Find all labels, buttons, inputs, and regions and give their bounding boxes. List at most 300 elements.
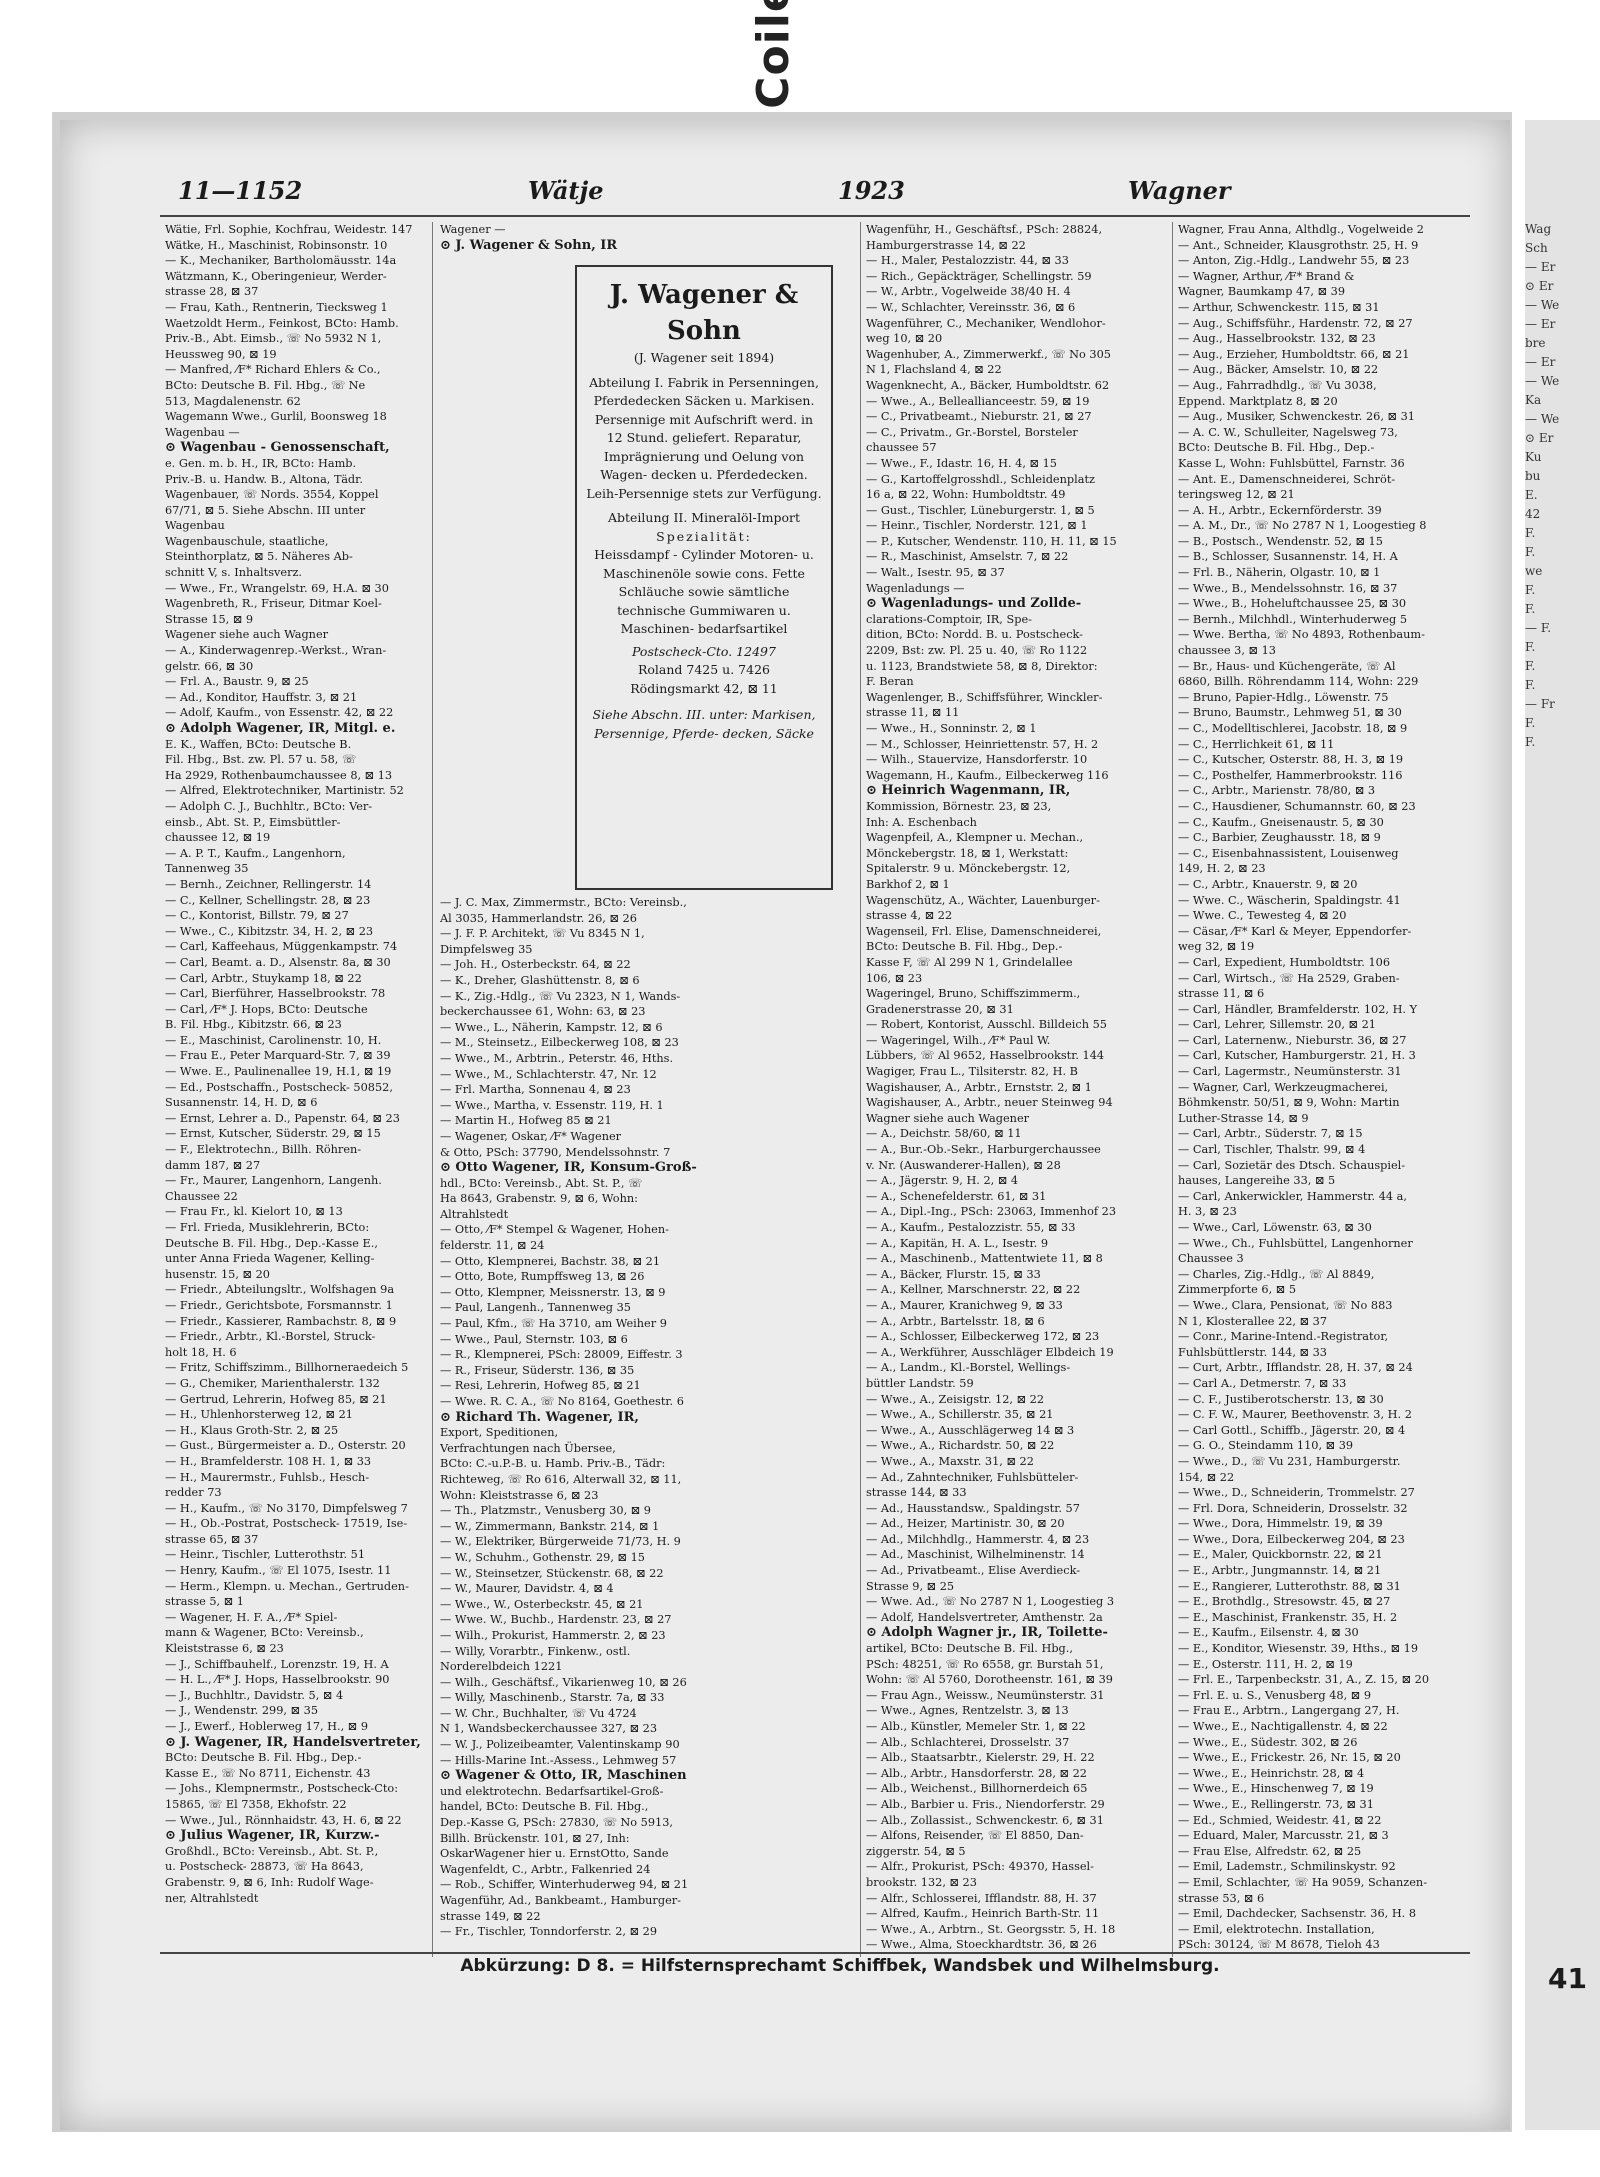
directory-entry: Tannenweg 35 [165, 862, 249, 876]
directory-entry: — Frau E., Peter Marquard-Str. 7, ⊠ 39 [165, 1049, 391, 1063]
directory-entry: — E., Maschinist, Carolinenstr. 10, H. [165, 1033, 382, 1047]
directory-entry: — Alb., Weichenst., Billhornerdeich 65 [866, 1782, 1088, 1796]
directory-entry: — Fr., Tischler, Tonndorferstr. 2, ⊠ 29 [440, 1925, 658, 1939]
directory-entry: — Ad., Zahntechniker, Fuhlsbütteler- [866, 1470, 1079, 1484]
directory-entry: Wagenbreth, R., Friseur, Ditmar Koel- [165, 597, 382, 611]
directory-entry: — Wwe., Dora, Himmelstr. 19, ⊠ 39 [1178, 1517, 1383, 1531]
directory-entry: ⊙ Adolph Wagner jr., IR, Toilette- [866, 1625, 1108, 1641]
directory-entry: — Wwe., E., Hinschenweg 7, ⊠ 19 [1178, 1782, 1374, 1796]
directory-entry: — M., Steinsetz., Eilbeckerweg 108, ⊠ 23 [440, 1036, 679, 1050]
directory-entry: Deutsche B. Fil. Hbg., Dep.-Kasse E., [165, 1236, 378, 1250]
directory-entry: und elektrotechn. Bedarfsartikel-Groß- [440, 1784, 664, 1798]
directory-entry: Barkhof 2, ⊠ 1 [866, 877, 950, 891]
directory-entry: — Aug., Musiker, Schwenckestr. 26, ⊠ 31 [1178, 410, 1415, 424]
directory-entry: Eppend. Marktplatz 8, ⊠ 20 [1178, 394, 1338, 408]
directory-entry: strasse 28, ⊠ 37 [165, 285, 259, 299]
directory-entry: Waetzoldt Herm., Feinkost, BCto: Hamb. [165, 316, 399, 330]
directory-entry: — Frau Else, Alfredstr. 62, ⊠ 25 [1178, 1844, 1362, 1858]
directory-entry: — Wwe., Carl, Löwenstr. 63, ⊠ 30 [1178, 1221, 1372, 1234]
directory-entry: Heussweg 90, ⊠ 19 [165, 347, 277, 361]
directory-entry: redder 73 [165, 1486, 222, 1500]
directory-entry: Wagenbauer, ☏ Nords. 3554, Koppel [165, 488, 379, 502]
directory-entry: — Bernh., Zeichner, Rellingerstr. 14 [165, 877, 372, 891]
directory-entry: N 1, Flachsland 4, ⊠ 22 [866, 363, 1002, 377]
directory-entry: — Ad., Maschinist, Wilhelminenstr. 14 [866, 1548, 1085, 1562]
directory-entry: — Carl, ⁄F* J. Hops, BCto: Deutsche [165, 1002, 368, 1016]
edge-fragment: — We [1525, 298, 1560, 312]
directory-entry: Fil. Hbg., Bst. zw. Pl. 57 u. 58, ☏ [165, 753, 357, 767]
directory-entry: — Carl, Arbtr., Stuykamp 18, ⊠ 22 [165, 971, 362, 985]
directory-entry: — Aug., Fahrradhdlg., ☏ Vu 3038, [1178, 378, 1377, 392]
directory-entry: — A. H., Arbtr., Eckernförderstr. 39 [1178, 503, 1382, 517]
directory-entry: Wagenbauschule, staatliche, [165, 534, 329, 548]
directory-entry: — Alb., Zollassist., Schwenckestr. 6, ⊠ 31 [866, 1813, 1104, 1827]
directory-entry: — Frl. Dora, Schneiderin, Drosselstr. 32 [1178, 1501, 1408, 1515]
directory-entry: B. Fil. Hbg., Kibitzstr. 66, ⊠ 23 [165, 1018, 342, 1032]
directory-entry: — Wwe., A., Maxstr. 31, ⊠ 22 [866, 1454, 1034, 1468]
directory-entry: — B., Postsch., Wendenstr. 52, ⊠ 15 [1178, 534, 1383, 548]
directory-entry: — Friedr., Abteilungsltr., Wolfshagen 9a [165, 1283, 395, 1297]
directory-entry: — Wwe., Jul., Rönnhaidstr. 43, H. 6, ⊠ 22 [165, 1813, 402, 1827]
directory-entry: — Carl, Sozietär des Dtsch. Schauspiel- [1178, 1158, 1406, 1172]
directory-entry: Wagner, Frau Anna, Althdlg., Vogelweide 2 [1178, 223, 1424, 236]
directory-entry: — Wwe., A., Ausschlägerweg 14 ⊠ 3 [866, 1423, 1075, 1437]
directory-entry: — Ed., Postschaffn., Postscheck- 50852, [165, 1080, 393, 1094]
directory-entry: — E., Arbtr., Jungmannstr. 14, ⊠ 21 [1178, 1564, 1382, 1578]
directory-entry: — Charles, Zig.-Hdlg., ☏ Al 8849, [1178, 1267, 1375, 1281]
directory-entry: Priv.-B. u. Handw. B., Altona, Tädr. [165, 472, 363, 486]
directory-entry: — Herm., Klempn. u. Mechan., Gertruden- [165, 1579, 409, 1593]
directory-entry: — Paul, Langenh., Tannenweg 35 [440, 1301, 631, 1315]
directory-entry: — Wwe. Bertha, ☏ No 4893, Rothenbaum- [1178, 628, 1425, 642]
directory-entry: — R., Maschinist, Amselstr. 7, ⊠ 22 [866, 550, 1069, 564]
directory-entry: Strasse 9, ⊠ 25 [866, 1579, 955, 1593]
directory-entry: Wagiger, Frau L., Tilsiterstr. 82, H. B [866, 1065, 1078, 1079]
directory-entry: — Br., Haus- und Küchengeräte, ☏ Al [1178, 659, 1396, 673]
directory-entry: — E., Maler, Quickbornstr. 22, ⊠ 21 [1178, 1548, 1383, 1562]
directory-entry: — Wagner, Carl, Werkzeugmacherei, [1178, 1080, 1389, 1094]
directory-entry: — W., Elektriker, Bürgerweide 71/73, H. 9 [440, 1535, 681, 1549]
directory-entry: — Cäsar, ⁄F* Karl & Meyer, Eppendorfer- [1178, 924, 1412, 938]
directory-entry: — Alb., Barbier u. Fris., Niendorferstr. 29 [866, 1797, 1105, 1811]
edge-fragment: bu [1525, 469, 1541, 483]
directory-entry: — Ed., Schmied, Weidestr. 41, ⊠ 22 [1178, 1813, 1382, 1827]
directory-entry: — E., Konditor, Wiesenstr. 39, Hths., ⊠ 19 [1178, 1642, 1419, 1656]
directory-entry: — H., Uhlenhorsterweg 12, ⊠ 21 [165, 1408, 353, 1422]
directory-entry: — Carl, Arbtr., Süderstr. 7, ⊠ 15 [1178, 1127, 1363, 1141]
directory-entry: — Frl. E. u. S., Venusberg 48, ⊠ 9 [1178, 1688, 1372, 1702]
directory-entry: — C. F., Justiberotscherstr. 13, ⊠ 30 [1178, 1392, 1384, 1406]
directory-entry: — Friedr., Kassierer, Rambachstr. 8, ⊠ 9 [165, 1314, 397, 1328]
edge-fragment: ⊙ Er [1525, 431, 1554, 445]
edge-fragment: — F. [1525, 621, 1552, 635]
directory-entry: & Otto, PSch: 37790, Mendelssohnstr. 7 [440, 1145, 671, 1159]
directory-entry: — C., Privatm., Gr.-Borstel, Borsteler [866, 425, 1078, 439]
directory-entry: — Ad., Privatbeamt., Elise Averdieck- [866, 1564, 1081, 1578]
directory-entry: — Wwe., A., Zeisigstr. 12, ⊠ 22 [866, 1392, 1045, 1406]
directory-entry: mann & Wagener, BCto: Vereinsb., [165, 1626, 364, 1640]
directory-entry: 106, ⊠ 23 [866, 971, 923, 985]
footer-rule [160, 1952, 1470, 1954]
directory-entry: — Hills-Marine Int.-Assess., Lehmweg 57 [440, 1753, 677, 1767]
directory-entry: ⊙ Heinrich Wagenmann, IR, [866, 783, 1071, 799]
directory-entry: Wagenfeldt, C., Arbtr., Falkenried 24 [440, 1862, 651, 1876]
column-2 [440, 895, 702, 1955]
directory-entry: — Ernst, Kutscher, Süderstr. 29, ⊠ 15 [165, 1127, 381, 1141]
directory-entry: — Alb., Künstler, Memeler Str. 1, ⊠ 22 [866, 1720, 1086, 1733]
directory-entry: ⊙ Julius Wagener, IR, Kurzw.- [165, 1828, 380, 1844]
directory-entry: Fuhlsbüttlerstr. 144, ⊠ 33 [1178, 1345, 1327, 1359]
directory-entry: e. Gen. m. b. H., IR, BCto: Hamb. [165, 456, 357, 470]
ad-department-2: Abteilung II. Mineralöl-Import [607, 510, 801, 525]
directory-entry: — Wwe., E., Südestr. 302, ⊠ 26 [1178, 1735, 1358, 1749]
directory-entry: u. 1123, Brandstwiete 58, ⊠ 8, Direktor: [866, 659, 1098, 673]
page-footer: Abkürzung: D 8. = Hilfsternsprechamt Schiffbek, Wandsbek und Wilhelmsburg. [460, 1956, 1220, 1976]
directory-entry: ⊙ Wagener & Otto, IR, Maschinen [440, 1768, 687, 1784]
directory-entry: Kasse F, ☏ Al 299 N 1, Grindelallee [866, 955, 1073, 969]
directory-entry: — Wwe. C., Tewesteg 4, ⊠ 20 [1178, 909, 1347, 923]
directory-entry: — A., Kellner, Marschnerstr. 22, ⊠ 22 [866, 1283, 1081, 1297]
directory-entry: — Wwe., E., Heinrichstr. 28, ⊠ 4 [1178, 1766, 1365, 1780]
directory-entry: — Wwe., E., Rellingerstr. 73, ⊠ 31 [1178, 1797, 1374, 1811]
directory-entry: — H., Kaufm., ☏ No 3170, Dimpfelsweg 7 [165, 1501, 408, 1515]
directory-entry: — Carl, Lehrer, Sillemstr. 20, ⊠ 21 [1178, 1018, 1376, 1032]
directory-entry: — C., Kontorist, Billstr. 79, ⊠ 27 [165, 909, 349, 923]
directory-entry: ⊙ Otto Wagener, IR, Konsum-Groß- [440, 1160, 697, 1176]
edge-fragment: F. [1525, 545, 1536, 559]
directory-entry: — Frl. B., Näherin, Olgastr. 10, ⊠ 1 [1178, 566, 1381, 580]
next-page-edge [1525, 120, 1600, 2130]
directory-entry: — K., Dreher, Glashüttenstr. 8, ⊠ 6 [440, 973, 640, 987]
directory-entry: — A., Maurer, Kranichweg 9, ⊠ 33 [866, 1298, 1063, 1312]
directory-entry: — Wwe., Fr., Wrangelstr. 69, H.A. ⊠ 30 [165, 581, 389, 595]
column-1 [165, 222, 427, 1957]
directory-entry: — Frl. A., Baustr. 9, ⊠ 25 [165, 675, 309, 689]
directory-entry: Dep.-Kasse G, PSch: 27830, ☏ No 5913, [440, 1816, 674, 1830]
ad-address: Rödingsmarkt 42, ⊠ 11 [630, 680, 778, 696]
directory-entry: — A., Werkführer, Ausschläger Elbdeich 19 [866, 1345, 1114, 1359]
ad-phone: Roland 7425 u. 7426 [637, 662, 770, 677]
directory-entry: Wagenführ, H., Geschäftsf., PSch: 28824, [866, 223, 1103, 236]
directory-entry: — Aug., Hasselbrookstr. 132, ⊠ 23 [1178, 332, 1376, 346]
directory-entry: — E., Maschinist, Frankenstr. 35, H. 2 [1178, 1610, 1398, 1624]
directory-entry: felderstr. 11, ⊠ 24 [440, 1239, 545, 1253]
directory-entry: Lübbers, ☏ Al 9652, Hasselbrookstr. 144 [866, 1049, 1105, 1063]
directory-entry: — R., Klempnerei, PSch: 28009, Eiffestr. 3 [440, 1348, 683, 1362]
directory-entry: unter Anna Frieda Wagener, Kelling- [165, 1252, 375, 1266]
directory-entry: weg 10, ⊠ 20 [866, 332, 943, 346]
directory-entry: — C., Arbtr., Knauerstr. 9, ⊠ 20 [1178, 877, 1358, 891]
directory-entry: — Wwe., A., Richardstr. 50, ⊠ 22 [866, 1439, 1055, 1453]
directory-entry: — K., Mechaniker, Bartholomäusstr. 14a [165, 254, 397, 268]
directory-entry: Richteweg, ☏ Ro 616, Alterwall 32, ⊠ 11, [440, 1472, 682, 1486]
directory-entry: strasse 4, ⊠ 22 [866, 909, 953, 923]
directory-entry: — A., Kapitän, H. A. L., Isestr. 9 [866, 1236, 1049, 1250]
directory-entry: — A. C. W., Schulleiter, Nagelsweg 73, [1178, 425, 1398, 439]
directory-entry: Wageringel, Bruno, Schiffszimmerm., [866, 987, 1081, 1001]
directory-entry: — Gertrud, Lehrerin, Hofweg 85, ⊠ 21 [165, 1392, 387, 1406]
directory-entry: — Wwe., M., Schlachterstr. 47, Nr. 12 [440, 1067, 657, 1081]
directory-entry: — Resi, Lehrerin, Hofweg 85, ⊠ 21 [440, 1379, 641, 1393]
directory-entry: — H., Maler, Pestalozzistr. 44, ⊠ 33 [866, 254, 1069, 268]
directory-entry: — W., Zimmermann, Bankstr. 214, ⊠ 1 [440, 1519, 660, 1533]
directory-entry: — Conr., Marine-Intend.-Registrator, [1178, 1330, 1389, 1344]
directory-entry: holt 18, H. 6 [165, 1345, 237, 1359]
directory-entry: — Wilh., Stauervize, Hansdorferstr. 10 [866, 753, 1088, 767]
directory-entry: — W., Schuhm., Gothenstr. 29, ⊠ 15 [440, 1550, 645, 1564]
directory-entry: 149, H. 2, ⊠ 23 [1178, 862, 1266, 876]
directory-entry: strasse 144, ⊠ 33 [866, 1486, 967, 1500]
directory-entry: — Fritz, Schiffszimm., Billhorneraedeich 5 [165, 1361, 409, 1375]
edge-fragment: — Er [1525, 260, 1556, 274]
directory-entry: 16 a, ⊠ 22, Wohn: Humboldtstr. 49 [866, 488, 1066, 502]
directory-entry: clarations-Comptoir, IR, Spe- [866, 612, 1032, 626]
directory-entry: — Wwe., W., Osterbeckstr. 45, ⊠ 21 [440, 1597, 644, 1611]
directory-entry: — Wwe., D., ☏ Vu 231, Hamburgerstr. [1178, 1454, 1401, 1468]
directory-entry: Chaussee 22 [165, 1189, 238, 1203]
directory-entry: — A., Schlosser, Eilbeckerweg 172, ⊠ 23 [866, 1330, 1100, 1344]
directory-entry: Wagenbau [165, 519, 225, 533]
directory-entry: — Friedr., Arbtr., Kl.-Borstel, Struck- [165, 1330, 376, 1344]
advertisement-wagener-sohn [575, 265, 833, 890]
directory-entry: — H., Klaus Groth-Str. 2, ⊠ 25 [165, 1423, 339, 1437]
directory-entry: — Wwe., B., Hoheluftchaussee 25, ⊠ 30 [1178, 597, 1407, 611]
directory-entry: — Wwe. W., Buchb., Hardenstr. 23, ⊠ 27 [440, 1613, 672, 1627]
directory-entry: ⊙ Richard Th. Wagener, IR, [440, 1409, 639, 1425]
directory-entry: Kleiststrasse 6, ⊠ 23 [165, 1642, 284, 1656]
directory-entry: — W. J., Polizeibeamter, Valentinskamp 90 [440, 1738, 680, 1752]
directory-entry: — W. Chr., Buchhalter, ☏ Vu 4724 [440, 1706, 637, 1720]
directory-entry: 2209, Bst: zw. Pl. 25 u. 40, ☏ Ro 1122 [866, 644, 1088, 658]
directory-entry: — Carl, Laternenw., Nieburstr. 36, ⊠ 27 [1178, 1033, 1407, 1047]
directory-entry: — J., Buchhltr., Davidstr. 5, ⊠ 4 [165, 1688, 344, 1702]
directory-entry: Export, Speditionen, [440, 1426, 559, 1440]
ad-note: Siehe Abschn. III. unter: Markisen, Persennige, Pferde- decken, Säcke [592, 707, 816, 741]
directory-entry: — Wwe., A., Belleallianceestr. 59, ⊠ 19 [866, 394, 1090, 408]
directory-entry: — Heinr., Tischler, Norderstr. 121, ⊠ 1 [866, 519, 1088, 533]
directory-entry: — Ad., Konditor, Hauffstr. 3, ⊠ 21 [165, 690, 358, 704]
directory-entry: E. K., Waffen, BCto: Deutsche B. [165, 737, 352, 751]
directory-entry: Priv.-B., Abt. Eimsb., ☏ No 5932 N 1, [165, 332, 382, 346]
directory-entry: — Adolph C. J., Buchhltr., BCto: Ver- [165, 799, 373, 813]
directory-entry: hauses, Langereihe 33, ⊠ 5 [1178, 1174, 1336, 1188]
directory-entry: 15865, ☏ El 7358, Ekhofstr. 22 [165, 1797, 347, 1811]
directory-entry: hdl., BCto: Vereinsb., Abt. St. P., ☏ [440, 1176, 643, 1190]
directory-entry: brookstr. 132, ⊠ 23 [866, 1875, 977, 1889]
ad-department-1: Abteilung I. Fabrik in Persenningen, Pferdedecken Säcken u. Markisen. Persennige mit Aufschrift werd. in 12 Stund. geliefert. Reparatur, Imprägnierung und Oelung von Wagen- decken u. Pferdedecken. Leih-Persennige stets zur Verfügung. [586, 374, 822, 501]
directory-entry: — P., Kutscher, Wendenstr. 110, H. 11, ⊠ 15 [866, 534, 1117, 548]
directory-entry: — A., Schenefelderstr. 61, ⊠ 31 [866, 1189, 1047, 1203]
directory-entry: — Alfred, Elektrotechniker, Martinistr. 52 [165, 784, 404, 798]
directory-entry: — H., Maurermstr., Fuhlsb., Hesch- [165, 1470, 370, 1484]
directory-entry: dition, BCto: Nordd. B. u. Postscheck- [866, 628, 1083, 642]
directory-entry: — W., Schlachter, Vereinsstr. 36, ⊠ 6 [866, 300, 1076, 314]
directory-entry: — J., Wendenstr. 299, ⊠ 35 [165, 1704, 319, 1718]
directory-entry: Großhdl., BCto: Vereinsb., Abt. St. P., [165, 1844, 379, 1858]
directory-entry: Wohn: Kleiststrasse 6, ⊠ 23 [440, 1488, 599, 1502]
directory-entry: — Ernst, Lehrer a. D., Papenstr. 64, ⊠ 23 [165, 1111, 400, 1125]
directory-entry: Inh: A. Eschenbach [866, 815, 977, 829]
directory-entry: — Robert, Kontorist, Ausschl. Billdeich 55 [866, 1018, 1107, 1032]
directory-entry: Zimmerpforte 6, ⊠ 5 [1178, 1283, 1297, 1297]
directory-entry: husenstr. 15, ⊠ 20 [165, 1267, 270, 1281]
directory-entry: ⊙ J. Wagener, IR, Handelsvertreter, [165, 1734, 421, 1750]
directory-entry: teringsweg 12, ⊠ 21 [1178, 488, 1295, 502]
directory-entry: Wagemann Wwe., Gurlil, Boonsweg 18 [165, 410, 387, 424]
directory-entry: Wagenführ, Ad., Bankbeamt., Hamburger- [440, 1894, 681, 1907]
directory-entry: — Emil, Schlachter, ☏ Ha 9059, Schanzen- [1178, 1875, 1428, 1889]
edge-fragment: Ka [1525, 393, 1542, 407]
directory-entry: Wagenführer, C., Mechaniker, Wendlohor- [866, 316, 1106, 330]
directory-entry: BCto: Deutsche B. Fil. Hbg., ☏ Ne [165, 378, 366, 392]
directory-entry: — Wwe., E., Frickestr. 26, Nr. 15, ⊠ 20 [1178, 1751, 1401, 1765]
directory-entry: Ha 2929, Rothenbaumchaussee 8, ⊠ 13 [165, 768, 393, 782]
directory-entry: Wagenpfeil, A., Klempner u. Mechan., [866, 831, 1084, 845]
directory-entry: beckerchaussee 61, Wohn: 63, ⊠ 23 [440, 1005, 646, 1019]
directory-entry: Gradenerstrasse 20, ⊠ 31 [866, 1002, 1014, 1016]
directory-entry: — C., Posthelfer, Hammerbrookstr. 116 [1178, 768, 1403, 782]
column-divider [860, 222, 861, 1957]
directory-entry: — Wwe., Paul, Sternstr. 103, ⊠ 6 [440, 1332, 628, 1346]
directory-entry: — Paul, Kfm., ☏ Ha 3710, am Weiher 9 [440, 1317, 667, 1331]
directory-entry: — Carl Gottl., Schiffb., Jägerstr. 20, ⊠ 4 [1178, 1423, 1406, 1437]
directory-entry: — Willy, Vorarbtr., Finkenw., ostl. [440, 1644, 631, 1658]
directory-entry: Altrahlstedt [440, 1207, 509, 1221]
directory-entry: — W., Maurer, Davidstr. 4, ⊠ 4 [440, 1582, 614, 1596]
directory-entry: — Heinr., Tischler, Lutterothstr. 51 [165, 1548, 366, 1562]
directory-entry: ner, Altrahlstedt [165, 1891, 259, 1905]
edge-fragment: F. [1525, 526, 1536, 540]
ad-specialty: Heissdampf - Cylinder Motoren- u. Maschinenöle sowie cons. Fette Schläuche sowie sämtliche technische Gummiwaren u. Maschinen- bedarfsartikel [594, 547, 814, 636]
directory-entry: — Wwe., Martha, v. Essenstr. 119, H. 1 [440, 1098, 664, 1112]
directory-entry: strasse 11, ⊠ 11 [866, 706, 960, 720]
directory-entry: — Frau Fr., kl. Kielort 10, ⊠ 13 [165, 1205, 343, 1219]
directory-entry: Wagener siehe auch Wagner [165, 628, 329, 642]
directory-entry: — Wilh., Prokurist, Hammerstr. 2, ⊠ 23 [440, 1628, 666, 1642]
directory-entry: — A., Arbtr., Bartelsstr. 18, ⊠ 6 [866, 1314, 1045, 1328]
edge-fragment: F. [1525, 716, 1536, 730]
directory-entry: — Aug., Bäcker, Amselstr. 10, ⊠ 22 [1178, 363, 1379, 377]
header-rule [160, 215, 1470, 217]
directory-entry: — Curt, Arbtr., Ifflandstr. 28, H. 37, ⊠ 24 [1178, 1361, 1413, 1375]
directory-entry: — Th., Platzmstr., Venusberg 30, ⊠ 9 [440, 1504, 651, 1518]
directory-entry: — E., Brothdlg., Stresowstr. 45, ⊠ 27 [1178, 1595, 1391, 1609]
directory-entry: Luther-Strasse 14, ⊠ 9 [1178, 1111, 1309, 1125]
directory-entry: — Wwe., F., Idastr. 16, H. 4, ⊠ 15 [866, 456, 1057, 470]
directory-entry: — Wagner, Arthur, ⁄F* Brand & [1178, 269, 1355, 283]
directory-entry: Wagenlenger, B., Schiffsführer, Winckler- [866, 690, 1103, 704]
directory-entry: — Carl, Expedient, Humboldtstr. 106 [1178, 955, 1391, 969]
edge-page-number: 41 [1548, 1962, 1587, 1995]
directory-entry: — Wwe., Clara, Pensionat, ☏ No 883 [1178, 1298, 1393, 1312]
directory-entry: H. 3, ⊠ 23 [1178, 1205, 1237, 1219]
directory-entry: — Rob., Schiffer, Winterhuderweg 94, ⊠ 21 [440, 1878, 689, 1892]
directory-entry: Susannenstr. 14, H. D, ⊠ 6 [165, 1096, 318, 1110]
directory-entry: — Wageringel, Wilh., ⁄F* Paul W. [866, 1033, 1051, 1047]
directory-entry: — C., Kellner, Schellingstr. 28, ⊠ 23 [165, 893, 371, 907]
directory-entry: — Arthur, Schwenckestr. 115, ⊠ 31 [1178, 300, 1380, 314]
directory-entry: — Carl, Händler, Bramfelderstr. 102, H. Y [1178, 1002, 1418, 1016]
page-number: 11—1152 [178, 176, 303, 205]
directory-entry: — Carl, Wirtsch., ☏ Ha 2529, Graben- [1178, 971, 1400, 985]
directory-entry: — Carl, Ankerwickler, Hammerstr. 44 a, [1178, 1189, 1407, 1203]
directory-entry: N 1, Wandsbeckerchaussee 327, ⊠ 23 [440, 1722, 658, 1736]
directory-entry: — A., Deichstr. 58/60, ⊠ 11 [866, 1127, 1022, 1141]
edge-fragment: — We [1525, 412, 1560, 426]
directory-entry: — Ant., Schneider, Klausgrothstr. 25, H. 9 [1178, 238, 1419, 252]
ad-specialty-heading: Spezialität: [656, 528, 752, 544]
directory-entry: Steinthorplatz, ⊠ 5. Näheres Ab- [165, 550, 353, 564]
directory-entry: Wagner siehe auch Wagener [866, 1111, 1030, 1125]
edge-fragment: Sch [1525, 241, 1548, 255]
directory-entry: Verfrachtungen nach Übersee, [440, 1441, 616, 1455]
directory-entry: — Frau, Kath., Rentnerin, Tiecksweg 1 [165, 300, 388, 314]
directory-entry: ⊙ J. Wagener & Sohn, IR [440, 237, 618, 253]
directory-entry: — A., Kaufm., Pestalozzistr. 55, ⊠ 33 [866, 1221, 1076, 1234]
directory-entry: — H., Ob.-Postrat, Postscheck- 17519, Ise- [165, 1517, 408, 1531]
edge-fragment: — Fr [1525, 697, 1555, 711]
directory-entry: — H. L., ⁄F* J. Hops, Hasselbrookstr. 90 [165, 1673, 390, 1687]
directory-entry: ⊙ Wagenbau - Genossenschaft, [165, 440, 390, 456]
directory-entry: chaussee 3, ⊠ 13 [1178, 644, 1276, 658]
directory-entry: — K., Zig.-Hdlg., ☏ Vu 2323, N 1, Wands- [440, 989, 681, 1003]
directory-entry: — Wwe. R. C. A., ☏ No 8164, Goethestr. 6 [440, 1395, 684, 1408]
directory-entry: 513, Magdalenenstr. 62 [165, 394, 301, 408]
directory-entry: — Ad., Heizer, Martinistr. 30, ⊠ 20 [866, 1517, 1065, 1531]
directory-entry: — A., Maschinenb., Mattentwiete 11, ⊠ 8 [866, 1252, 1103, 1266]
directory-entry: — A. M., Dr., ☏ No 2787 N 1, Loogestieg 8 [1178, 519, 1427, 533]
directory-entry: v. Nr. (Auswanderer-Hallen), ⊠ 28 [866, 1158, 1061, 1172]
directory-entry: — C., Barbier, Zeughausstr. 18, ⊠ 9 [1178, 831, 1381, 845]
directory-entry: strasse 53, ⊠ 6 [1178, 1891, 1265, 1905]
ad-postscheck: Postscheck-Cto. 12497 [632, 643, 776, 659]
directory-entry: — Wwe., D., Schneiderin, Trommelstr. 27 [1178, 1486, 1415, 1500]
directory-entry: ziggerstr. 54, ⊠ 5 [866, 1844, 966, 1858]
directory-entry: — C., Kaufm., Gneisenaustr. 5, ⊠ 30 [1178, 815, 1384, 829]
directory-entry: — Adolf, Handelsvertreter, Amthenstr. 2a [866, 1610, 1103, 1624]
directory-entry: Kommission, Börnestr. 23, ⊠ 23, [866, 799, 1052, 813]
edge-fragment: Wag [1525, 222, 1552, 236]
directory-entry: u. Postscheck- 28873, ☏ Ha 8643, [165, 1860, 364, 1874]
directory-entry: Kasse L, Wohn: Fuhlsbüttel, Farnstr. 36 [1178, 456, 1405, 470]
directory-entry: 67/71, ⊠ 5. Siehe Abschn. III unter [165, 503, 366, 517]
directory-entry: — G., Chemiker, Marienthalerstr. 132 [165, 1376, 380, 1390]
directory-entry: — R., Friseur, Süderstr. 136, ⊠ 35 [440, 1363, 635, 1377]
column-3 [866, 222, 1128, 1957]
directory-entry: Wagenseil, Frl. Elise, Damenschneiderei, [866, 924, 1102, 938]
directory-entry: Wagenschütz, A., Wächter, Lauenburger- [866, 893, 1100, 907]
directory-entry: — C., Kutscher, Osterstr. 88, H. 3, ⊠ 19 [1178, 753, 1404, 767]
directory-entry: — Eduard, Maler, Marcusstr. 21, ⊠ 3 [1178, 1829, 1389, 1843]
directory-entry: — Otto, ⁄F* Stempel & Wagener, Hohen- [440, 1223, 669, 1237]
directory-entry: Wätie, Frl. Sophie, Kochfrau, Weidestr. 147 [165, 223, 413, 236]
directory-entry: 154, ⊠ 22 [1178, 1470, 1235, 1484]
directory-entry: — Alb., Arbtr., Hansdorferstr. 28, ⊠ 22 [866, 1766, 1087, 1780]
directory-entry: — J. F. P. Architekt, ☏ Vu 8345 N 1, [440, 927, 645, 941]
directory-entry: PSch: 48251, ☏ Ro 6558, gr. Burstah 51, [866, 1657, 1104, 1671]
directory-entry: — Carl, Kaffeehaus, Müggenkampstr. 74 [165, 940, 398, 954]
directory-entry: — Wwe., Dora, Eilbeckerweg 204, ⊠ 23 [1178, 1532, 1405, 1546]
edge-fragment: Ku [1525, 450, 1542, 464]
directory-entry: F. Beran [866, 675, 914, 689]
directory-entry: — Carl, Tischler, Thalstr. 99, ⊠ 4 [1178, 1143, 1366, 1157]
directory-entry: — Bruno, Baumstr., Lehmweg 51, ⊠ 30 [1178, 706, 1402, 720]
directory-entry: Wagishauser, A., Arbtr., neuer Steinweg 94 [866, 1096, 1113, 1110]
directory-entry: — A., Bur.-Ob.-Sekr., Harburgerchaussee [866, 1143, 1101, 1157]
directory-entry: — A., Landm., Kl.-Borstel, Wellings- [866, 1361, 1071, 1375]
directory-entry: — Wwe., M., Arbtrin., Peterstr. 46, Hths. [440, 1051, 674, 1065]
directory-entry: — Wwe. E., Paulinenallee 19, H.1, ⊠ 19 [165, 1065, 392, 1079]
